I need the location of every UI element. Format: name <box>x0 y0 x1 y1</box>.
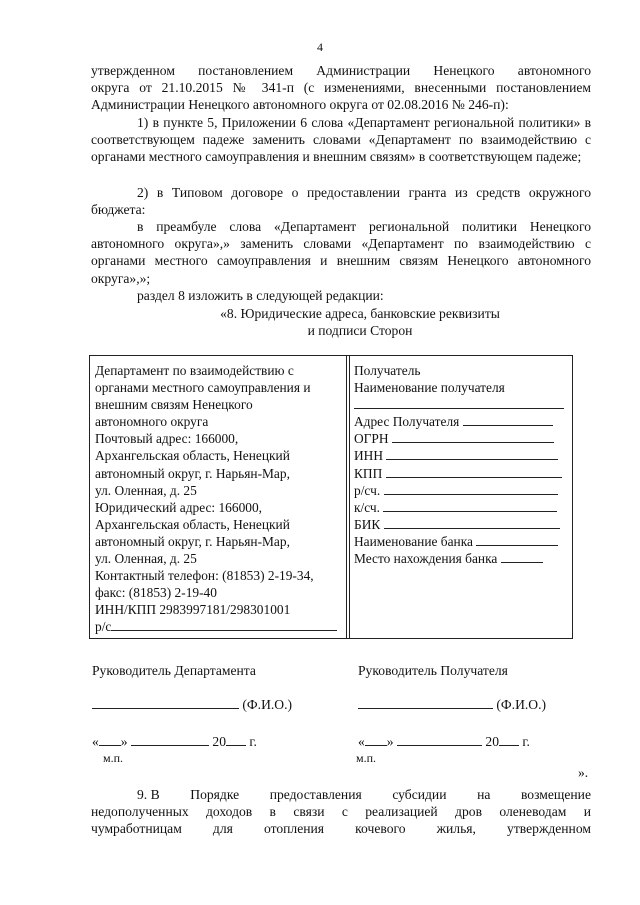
recipient-field <box>354 413 570 430</box>
field-label: Адрес Получателя <box>354 414 460 430</box>
recipient-field <box>354 465 570 482</box>
item-1-paragraph: 1) в пункте 5, Приложении 6 слова «Департамент региональной политики» в соответствующем падеже заменить словами «Департамент по взаимодействию с органами местного самоуправления и внешним связям» в соответствующем падеже; <box>91 115 591 165</box>
blank-line <box>386 447 558 460</box>
account-blank-line <box>111 618 337 631</box>
year-suffix: г. <box>522 734 530 749</box>
section-heading-line: «8. Юридические адреса, банковские реквизиты <box>220 306 500 321</box>
word: отопления <box>263 821 325 837</box>
blank-line <box>386 465 562 478</box>
recipient-head-title: Руководитель Получателя <box>358 663 508 678</box>
table-divider <box>349 356 350 638</box>
blank-line <box>383 499 557 512</box>
blank-line <box>501 550 543 563</box>
day-line <box>365 733 387 746</box>
word: кочевого <box>355 821 406 837</box>
account-label: р/с <box>95 619 112 635</box>
item-9-line <box>91 820 591 837</box>
department-date-field <box>92 733 257 750</box>
quote-close: » <box>120 734 128 749</box>
month-line <box>397 733 482 746</box>
field-label: к/сч. <box>354 499 380 515</box>
month-line <box>131 733 209 746</box>
word: Порядке <box>190 787 240 802</box>
field-label: р/сч. <box>354 482 381 498</box>
recipient-name-label: Наименование получателя <box>354 380 505 396</box>
word: на <box>477 787 491 802</box>
item-9-line: недополученных доходов в связи с реализацией дров оленеводам и <box>91 804 591 820</box>
fio-label: (Ф.И.О.) <box>242 697 293 712</box>
recipient-signature-field <box>358 696 546 713</box>
blank-line <box>476 533 558 546</box>
recipient-field <box>354 499 570 516</box>
quote-open: « <box>92 734 99 749</box>
item-9-paragraph <box>91 786 591 838</box>
recipient-date-field <box>358 733 530 750</box>
requisite-line: Архангельская область, Ненецкий <box>95 516 290 532</box>
field-label: Место нахождения банка <box>354 551 498 567</box>
requisite-line: внешним связям Ненецкого <box>95 397 253 413</box>
recipient-field <box>354 430 570 447</box>
recipient-stamp-place: м.п. <box>356 751 377 765</box>
closing-quote: ». <box>578 765 589 780</box>
requisite-line: ул. Оленная, д. 25 <box>95 551 197 567</box>
recipient-field <box>354 482 570 499</box>
preamble-paragraph: в преамбуле слова «Департамент региональной политики Ненецкого автономного округа»,» заменить словами «Департамент по взаимодействию с органами местного самоуправления и внешним связям Ненецкого автономного округа»,»; <box>91 219 591 286</box>
blank-line <box>463 413 553 426</box>
account-field <box>95 618 345 635</box>
field-label: ИНН <box>354 448 384 464</box>
requisite-line: Почтовый адрес: 166000, <box>95 431 239 447</box>
recipient-requisites <box>354 362 570 567</box>
blank-line <box>384 516 560 529</box>
recipient-field <box>354 550 570 567</box>
field-label: КПП <box>354 465 383 481</box>
requisite-line: автономного округа <box>95 414 209 430</box>
word: субсидии <box>392 787 447 802</box>
table-divider <box>346 356 347 638</box>
department-requisites <box>95 362 345 636</box>
intro-line: округа от 21.10.2015 № 341-п (с изменениями, внесенными постановлением <box>91 80 591 96</box>
requisite-line: Департамент по взаимодействию с <box>95 363 294 378</box>
field-label: БИК <box>354 516 381 532</box>
department-head-title: Руководитель Департамента <box>92 663 256 678</box>
requisite-line: Контактный телефон: (81853) 2-19-34, <box>95 568 314 584</box>
intro-paragraph <box>91 62 591 114</box>
intro-line: утвержденном постановлением Администрации Ненецкого автономного <box>91 63 591 78</box>
word: жилья, <box>436 821 476 837</box>
requisite-line: ул. Оленная, д. 25 <box>95 482 197 498</box>
item-9-line <box>91 786 591 803</box>
year-prefix: 20 <box>485 734 499 749</box>
year-prefix: 20 <box>212 734 226 749</box>
word: предоставления <box>269 787 362 802</box>
requisite-line: органами местного самоуправления и <box>95 380 311 396</box>
day-line <box>99 733 121 746</box>
recipient-field <box>354 447 570 464</box>
department-stamp-place: м.п. <box>103 751 124 765</box>
section-8-paragraph: раздел 8 изложить в следующей редакции: <box>137 288 384 303</box>
department-signature-field <box>92 696 292 713</box>
section-heading-line: и подписи Сторон <box>307 323 413 339</box>
field-label: ОГРН <box>354 431 389 447</box>
section-heading <box>150 305 570 339</box>
signature-line <box>92 696 239 709</box>
page-number: 4 <box>317 40 323 54</box>
signature-line <box>358 696 493 709</box>
fio-label: (Ф.И.О.) <box>496 697 547 712</box>
quote-close: » <box>386 734 394 749</box>
word: утвержденном <box>507 821 591 837</box>
blank-line <box>384 482 558 495</box>
field-label: Наименование банка <box>354 533 473 549</box>
year-line <box>226 733 246 746</box>
year-line <box>499 733 519 746</box>
recipient-name-blank <box>354 396 570 413</box>
requisite-line: автономный округ, г. Нарьян-Мар, <box>95 533 290 549</box>
quote-open: « <box>358 734 365 749</box>
recipient-field <box>354 516 570 533</box>
word: возмещение <box>520 787 591 802</box>
year-suffix: г. <box>249 734 257 749</box>
blank-line <box>392 430 554 443</box>
intro-line: Администрации Ненецкого автономного округа от 02.08.2016 № 246-п): <box>91 97 509 113</box>
requisite-line: факс: (81853) 2-19-40 <box>95 585 217 601</box>
requisite-line: Юридический адрес: 166000, <box>95 499 263 515</box>
blank-line <box>354 396 564 409</box>
requisite-line: ИНН/КПП 2983997181/298301001 <box>95 602 291 618</box>
word: чумработницам <box>91 821 182 837</box>
item-2-paragraph: 2) в Типовом договоре о предоставлении гранта из средств окружного бюджета: <box>91 185 591 218</box>
recipient-title: Получатель <box>354 363 421 378</box>
word: для <box>212 821 233 837</box>
requisites-table <box>89 355 573 639</box>
word: 9. В <box>137 787 160 802</box>
recipient-field <box>354 533 570 550</box>
requisite-line: Архангельская область, Ненецкий <box>95 448 290 464</box>
requisite-line: автономный округ, г. Нарьян-Мар, <box>95 465 290 481</box>
